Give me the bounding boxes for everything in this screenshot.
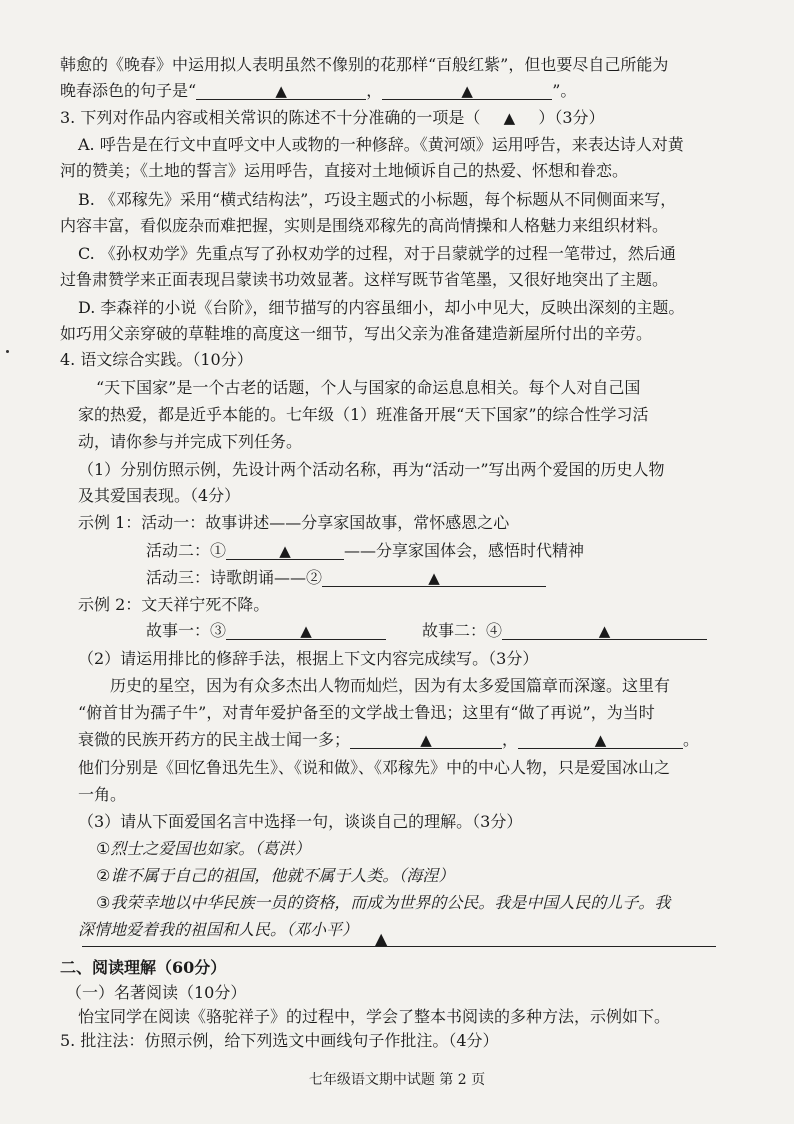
q4-para-3 [78, 729, 699, 751]
q3-option-b-1: B. 《邓稼先》采用“横式结构法”，巧设主题式的小标题，每个标题从不同侧面来写， [78, 190, 677, 209]
q4-sub2: （2）请运用排比的修辞手法，根据上下文内容完成续写。（3分） [78, 649, 539, 668]
answer-mark-icon: ▲ [375, 929, 388, 948]
answer-mark-icon: ▲ [279, 542, 291, 560]
q4-intro-2: 家的热爱，都是近乎本能的。七年级（1）班准备开展“天下国家”的综合性学习活 [78, 405, 649, 424]
q5-stem: 5. 批注法：仿照示例，给下列选文中画线句子作批注。（4分） [60, 1031, 499, 1050]
answer-mark-icon: ▲ [598, 622, 611, 640]
answer-mark-icon: ▲ [428, 569, 440, 587]
q4-para-1: 历史的星空，因为有众多杰出人物而灿烂，因为有太多爱国篇章而深邃。这里有 [110, 676, 671, 695]
q4-sub1-2: 及其爱国表现。（4分） [78, 486, 241, 505]
quote-2: ②谁不属于自己的祖国，他就不属于人类。（海涅） [96, 866, 455, 885]
activity-2-answer-blank[interactable] [226, 540, 344, 560]
scan-speck [6, 350, 9, 353]
parallel-answer-blank-1[interactable] [350, 729, 502, 749]
activity-3-answer-blank[interactable] [322, 567, 546, 587]
q3-stem [60, 107, 605, 129]
q4-para-4: 他们分别是《回忆鲁迅先生》、《说和做》、《邓稼先》中的中心人物，只是爱国冰山之 [78, 758, 671, 777]
q4-para-5: 一角。 [78, 785, 127, 804]
q4-example-2: 示例 2：文天祥宁死不降。 [78, 595, 270, 614]
q4-stories [146, 620, 707, 642]
q3-option-d-1: D. 李森祥的小说《台阶》，细节描写的内容虽细小，却小中见大，反映出深刻的主题。 [78, 298, 685, 317]
answer-mark-icon: ▲ [275, 82, 287, 100]
q3-answer-slot[interactable] [480, 107, 538, 129]
q4-sub1-1: （1）分别仿照示例，先设计两个活动名称，再为“活动一”写出两个爱国的历史人物 [78, 460, 665, 479]
q2-line-1: 韩愈的《晚春》中运用拟人表明虽然不像别的花那样“百般红紫”，但也要尽自己所能为 [60, 55, 669, 74]
story-1-label: 故事一：③ [146, 621, 227, 640]
q4-sub3: （3）请从下面爱国名言中选择一句，谈谈自己的理解。（3分） [78, 812, 523, 831]
section-2-intro: 怡宝同学在阅读《骆驼祥子》的过程中，学会了整本书阅读的多种方法，示例如下。 [78, 1007, 671, 1026]
story-2-label: 故事二：④ [422, 621, 503, 640]
page-footer: 七年级语文期中试题 第 2 页 [308, 1072, 486, 1088]
story-2-answer-blank[interactable] [502, 620, 707, 640]
q2-answer-blank-2[interactable] [382, 80, 552, 100]
answer-mark-icon: ▲ [503, 109, 516, 127]
q2-line-2-prefix: 晚春添色的句子是“ [60, 81, 197, 100]
quote-1: ①烈士之爱国也如家。（葛洪） [96, 839, 311, 858]
section-2-sub-1: （一）名著阅读（10分） [66, 983, 247, 1002]
para-3-end: 。 [683, 730, 700, 749]
q4-intro-3: 动，请你参与并完成下列任务。 [78, 432, 303, 451]
activity-2-label: 活动二：① [146, 541, 227, 560]
activity-3-label: 活动三：诗歌朗诵——② [146, 568, 323, 587]
answer-mark-icon: ▲ [594, 731, 607, 749]
q4-intro-1: “天下国家”是一个古老的话题，个人与国家的命运息息相关。每个人对自己国 [96, 378, 641, 397]
q4-activity-3 [146, 567, 546, 589]
answer-mark-icon: ▲ [461, 82, 473, 100]
para-3-text: 衰微的民族开药方的民主战士闻一多； [78, 730, 351, 749]
q3-option-d-2: 如巧用父亲穿破的草鞋堆的高度这一细节，写出父亲为准备建造新屋所付出的辛劳。 [60, 324, 653, 343]
q3-option-a-1: A. 呼告是在行文中直呼文中人或物的一种修辞。《黄河颂》运用呼告，来表达诗人对黄 [78, 135, 684, 154]
q4-answer-line[interactable] [82, 946, 716, 947]
q2-line-2 [60, 80, 576, 102]
q3-stem-text: 3. 下列对作品内容或相关常识的陈述不十分准确的一项是（ [60, 108, 481, 127]
q2-end: ”。 [552, 81, 577, 100]
q3-option-c-1: C. 《孙权劝学》先重点写了孙权劝学的过程，对于吕蒙就学的过程一笔带过，然后通 [78, 244, 676, 263]
q4-para-2: “俯首甘为孺子牛”，对青年爱护备至的文学战士鲁迅；这里有“做了再说”，为当时 [78, 703, 655, 722]
q2-comma: ， [366, 81, 383, 100]
q3-option-b-2: 内容丰富，看似庞杂而难把握，实则是围绕邓稼先的高尚情操和人格魅力来组织材料。 [60, 216, 669, 235]
q3-option-a-2: 河的赞美；《土地的誓言》运用呼告，直接对土地倾诉自己的热爱、怀想和眷恋。 [60, 161, 629, 180]
answer-mark-icon: ▲ [420, 731, 432, 749]
q3-score: ）（3分） [538, 108, 605, 127]
quote-3-line-1: ③我荣幸地以中华民族一员的资格，而成为世界的公民。我是中国人民的儿子。我 [96, 893, 671, 912]
activity-2-suffix: ——分享家国体会，感悟时代精神 [344, 541, 585, 560]
quote-3-line-2: 深情地爱着我的祖国和人民。（邓小平） [78, 920, 359, 939]
q4-activity-2 [146, 540, 584, 562]
q4-stem: 4. 语文综合实践。（10分） [60, 350, 253, 369]
answer-mark-icon: ▲ [300, 622, 312, 640]
parallel-answer-blank-2[interactable] [518, 729, 683, 749]
q3-option-c-2: 过鲁肃赞学来正面表现吕蒙读书功效显著。这样写既节省笔墨，又很好地突出了主题。 [60, 270, 669, 289]
q2-answer-blank-1[interactable] [196, 80, 366, 100]
section-2-title: 二、阅读理解（60分） [60, 958, 227, 977]
para-3-sep: ， [502, 730, 519, 749]
q4-example-1: 示例 1：活动一：故事讲述——分享家国故事，常怀感恩之心 [78, 513, 510, 532]
story-1-answer-blank[interactable] [226, 620, 386, 640]
